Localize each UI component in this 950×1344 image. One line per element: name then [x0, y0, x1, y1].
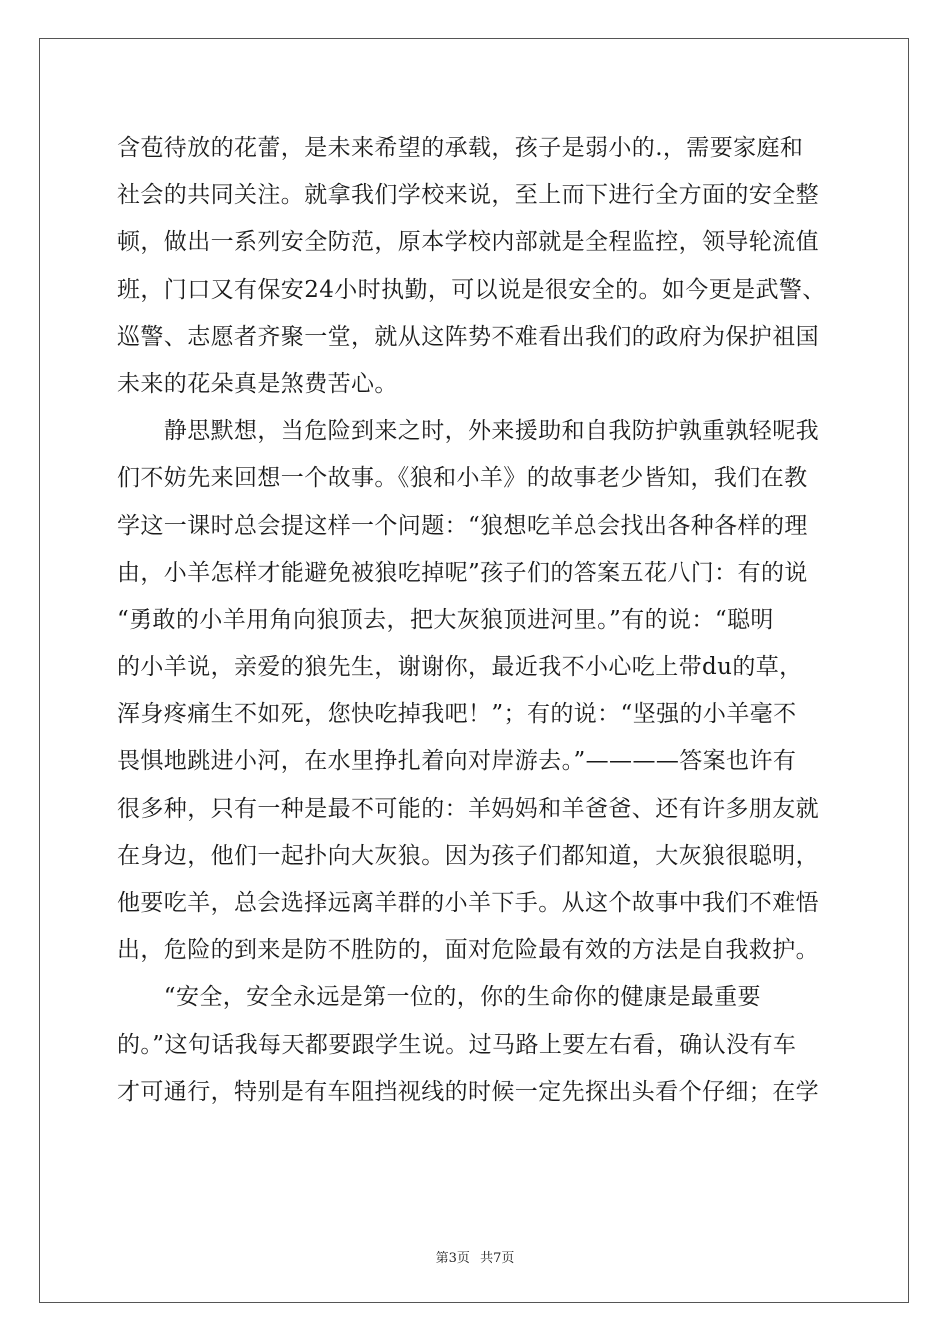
text-line: 学这一课时总会提这样一个问题：“狼想吃羊总会找出各种各样的理 [117, 512, 808, 539]
text-line: “勇敢的小羊用角向狼顶去，把大灰狼顶进河里。”有的说：“聪明 [117, 606, 774, 633]
text-line: 静思默想，当危险到来之时，外来援助和自我防护孰重孰轻呢我 [117, 418, 819, 445]
text-line: 的。”这句话我每天都要跟学生说。过马路上要左右看，确认没有车 [117, 1031, 797, 1058]
text-line: 畏惧地跳进小河，在水里挣扎着向对岸游去。”————答案也许有 [117, 748, 797, 775]
text-line: 班，门口又有保安24小时执勤，可以说是很安全的。如今更是武警、 [117, 276, 826, 303]
text-line: 含苞待放的花蕾，是未来希望的承载，孩子是弱小的.，需要家庭和 [117, 135, 804, 161]
page-footer [0, 1247, 950, 1266]
text-line: 的小羊说，亲爱的狼先生，谢谢你，最近我不小心吃上带du的草， [117, 654, 803, 681]
text-line: “安全，安全永远是第一位的，你的生命你的健康是最重要 [117, 984, 761, 1011]
text-line: 巡警、志愿者齐聚一堂，就从这阵势不难看出我们的政府为保护祖国 [117, 323, 819, 350]
total-pages: 共7页 [480, 1251, 515, 1266]
text-line: 未来的花朵真是煞费苦心。 [117, 370, 398, 397]
text-line: 在身边，他们一起扑向大灰狼。因为孩子们都知道，大灰狼很聪明， [117, 842, 819, 869]
text-line: 才可通行，特别是有车阻挡视线的时候一定先探出头看个仔细；在学 [117, 1078, 819, 1105]
document-body [117, 125, 837, 1116]
text-line: 很多种，只有一种是最不可能的：羊妈妈和羊爸爸、还有许多朋友就 [117, 795, 819, 822]
text-line: 顿，做出一系列安全防范，原本学校内部就是全程监控，领导轮流值 [117, 229, 819, 256]
text-line: 们不妨先来回想一个故事。《狼和小羊》的故事老少皆知，我们在教 [117, 465, 808, 492]
text-line: 浑身疼痛生不如死，您快吃掉我吧！”；有的说：“坚强的小羊毫不 [117, 701, 797, 728]
text-line: 社会的共同关注。就拿我们学校来说，至上而下进行全方面的安全整 [117, 182, 819, 209]
text-line: 他要吃羊，总会选择远离羊群的小羊下手。从这个故事中我们不难悟 [117, 890, 819, 916]
page-number: 第3页 [435, 1251, 470, 1266]
text-line: 由，小羊怎样才能避免被狼吃掉呢”孩子们的答案五花八门：有的说 [117, 559, 808, 586]
text-line: 出，危险的到来是防不胜防的，面对危险最有效的方法是自我救护。 [117, 937, 819, 964]
